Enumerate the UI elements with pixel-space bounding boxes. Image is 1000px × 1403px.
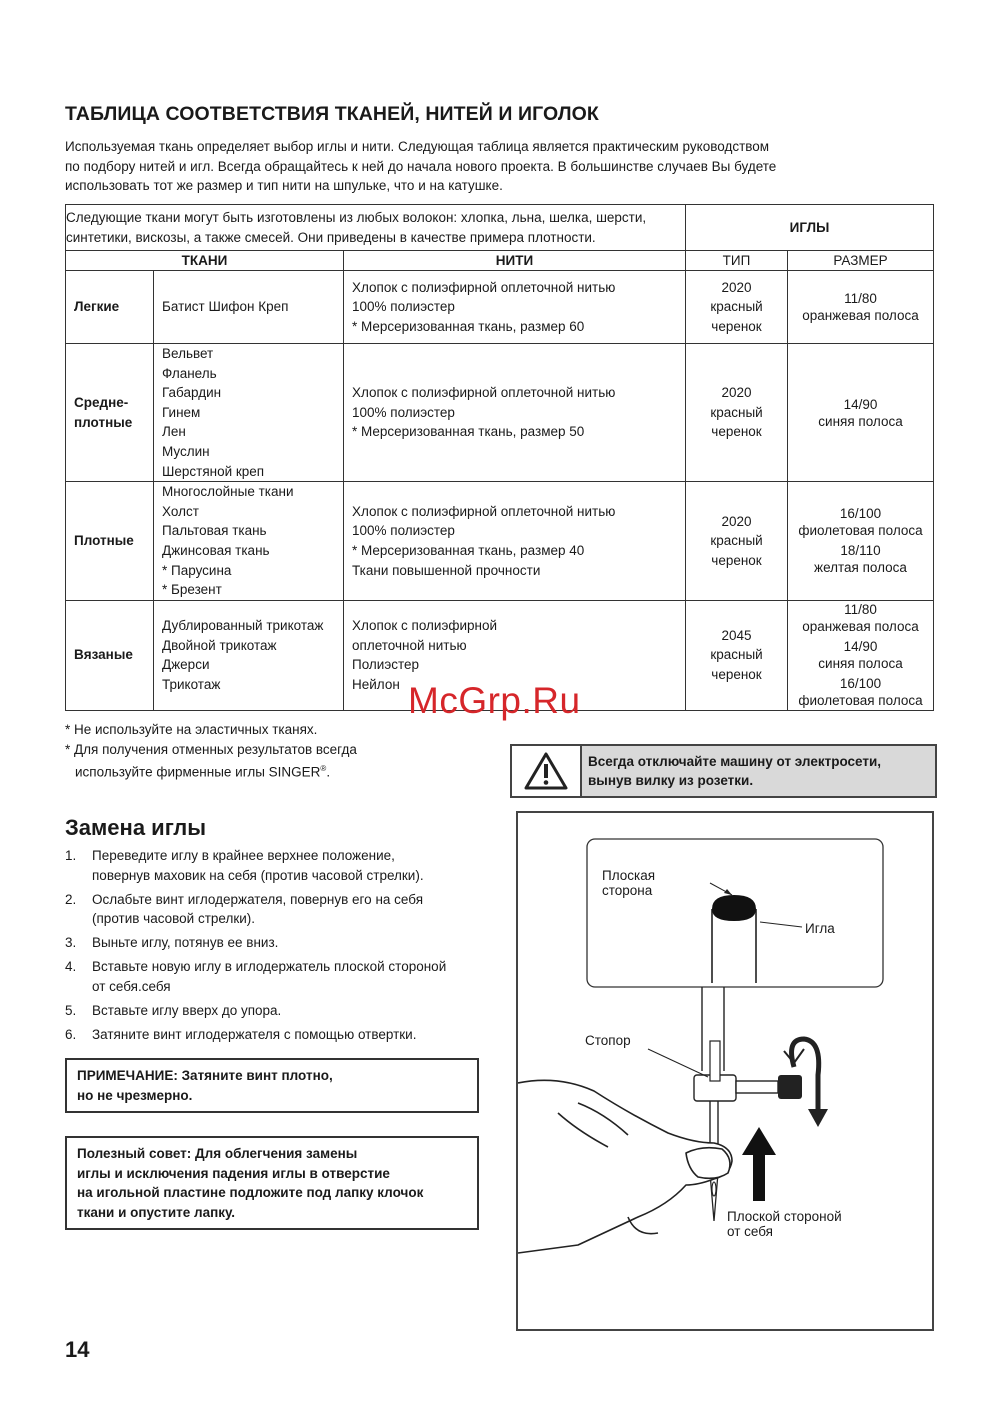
col-header-threads: НИТИ: [344, 251, 686, 271]
fabrics-cell: Многослойные ткани Холст Пальтовая ткань Джинсовая ткань * Парусина * Брезент: [154, 482, 344, 601]
list-item: 2. Ослабьте винт иглодержателя, повернув его на себя (против часовой стрелки).: [65, 891, 424, 926]
needle-size-cell: 11/80 оранжевая полоса 14/90 синяя полоса 16/100 фиолетовая полоса: [788, 600, 934, 710]
table-row: [66, 482, 934, 601]
watermark: McGrp.Ru: [408, 680, 581, 721]
intro-paragraph: [65, 137, 865, 196]
intro-line: использовать тот же размер и тип нити на шпульке, что и на катушке.: [65, 178, 503, 193]
page-title: ТАБЛИЦА СООТВЕТСТВИЯ ТКАНЕЙ, НИТЕЙ И ИГОЛОК: [65, 103, 599, 125]
col-header-size: РАЗМЕР: [788, 251, 934, 271]
label-needle: Игла: [805, 921, 835, 936]
threads-cell: Хлопок с полиэфирной оплеточной нитью 100% полиэстер * Мерсеризованная ткань, размер 40 Ткани повышенной прочности: [344, 482, 686, 601]
needle-type-cell: 2045 красный черенок: [686, 600, 788, 710]
footnote: используйте фирменные иглы SINGER®.: [75, 764, 331, 780]
threads-cell: Хлопок с полиэфирной оплеточной нитью 100% полиэстер * Мерсеризованная ткань, размер 60: [344, 271, 686, 344]
needle-replacement-diagram: [516, 811, 934, 1331]
label-flat-side: Плоская сторона: [602, 868, 656, 898]
warning-box: [510, 744, 937, 798]
needle-type-cell: 2020 красный черенок: [686, 482, 788, 601]
table-row: [66, 271, 934, 344]
fabrics-cell: Вельвет Фланель Габардин Гинем Лен Муслин Шерстяной креп: [154, 344, 344, 482]
needle-size-cell: 14/90 синяя полоса: [788, 344, 934, 482]
list-item: 3. Выньте иглу, потянув ее вниз.: [65, 935, 279, 950]
category-cell: Вязаные: [66, 600, 154, 710]
threads-cell: Хлопок с полиэфирной оплеточной нитью Полиэстер Нейлон: [344, 600, 686, 710]
category-cell: Средне- плотные: [66, 344, 154, 482]
fabric-thread-needle-table: [65, 204, 934, 711]
needle-clamp: [694, 1041, 802, 1101]
category-cell: Плотные: [66, 482, 154, 601]
intro-line: Используемая ткань определяет выбор иглы и нити. Следующая таблица является практическим руководством: [65, 139, 770, 154]
tip-box: Полезный совет: Для облегчения замены иглы и исключения падения иглы в отверстие на игольной пластине подложите под лапку клочок ткани и опустите лапку.: [65, 1136, 479, 1230]
list-item: 1. Переведите иглу в крайнее верхнее положение, повернув маховик на себя (против часовой стрелки).: [65, 848, 424, 883]
needle-size-cell: 16/100 фиолетовая полоса 18/110 желтая полоса: [788, 482, 934, 601]
threads-cell: Хлопок с полиэфирной оплеточной нитью 100% полиэстер * Мерсеризованная ткань, размер 50: [344, 344, 686, 482]
needles-header: ИГЛЫ: [686, 205, 934, 251]
footnote: * Не используйте на эластичных тканях.: [65, 722, 318, 737]
fabrics-cell: Дублированный трикотаж Двойной трикотаж Джерси Трикотаж: [154, 600, 344, 710]
hand-illustration: [518, 1080, 732, 1253]
needle-type-cell: 2020 красный черенок: [686, 344, 788, 482]
steps-list: [65, 846, 485, 1049]
up-arrow-icon: [742, 1127, 776, 1201]
intro-line: по подбору нитей и игл. Всегда обращайтесь к ней до начала нового проекта. В большинстве случаев Вы будете: [65, 158, 777, 174]
registered-mark: ®: [320, 764, 327, 773]
note-box: ПРИМЕЧАНИЕ: Затяните винт плотно, но не чрезмерно.: [65, 1058, 479, 1113]
section-title: Замена иглы: [65, 815, 207, 840]
col-header-type: ТИП: [686, 251, 788, 271]
col-header-fabrics: ТКАНИ: [66, 251, 344, 271]
table-row: [66, 344, 934, 482]
warning-text: Всегда отключайте машину от электросети, вынув вилку из розетки.: [588, 754, 882, 788]
table-note: Следующие ткани могут быть изготовлены из любых волокон: хлопка, льна, шелка, шерсти, синтетики, вискозы, а также смесей. Они приведены в качестве примера плотности.: [66, 205, 686, 251]
needle-size-cell: 11/80 оранжевая полоса: [788, 271, 934, 344]
category-cell: Легкие: [66, 271, 154, 344]
label-flat-away: Плоской стороной от себя: [727, 1209, 842, 1239]
list-item: 4. Вставьте новую иглу в иглодержатель плоской стороной от себя.себя: [65, 959, 447, 994]
needle-type-cell: 2020 красный черенок: [686, 271, 788, 344]
page-number: 14: [65, 1337, 90, 1362]
list-item: 5. Вставьте иглу вверх до упора.: [65, 1002, 282, 1018]
label-stopper: Стопор: [585, 1033, 631, 1048]
fabrics-cell: Батист Шифон Креп: [154, 271, 344, 344]
list-item: 6. Затяните винт иглодержателя с помощью отвертки.: [65, 1026, 417, 1042]
footnote: * Для получения отменных результатов всегда: [65, 741, 357, 757]
table-footnotes: [65, 720, 357, 782]
warning-triangle-icon: [512, 746, 582, 796]
